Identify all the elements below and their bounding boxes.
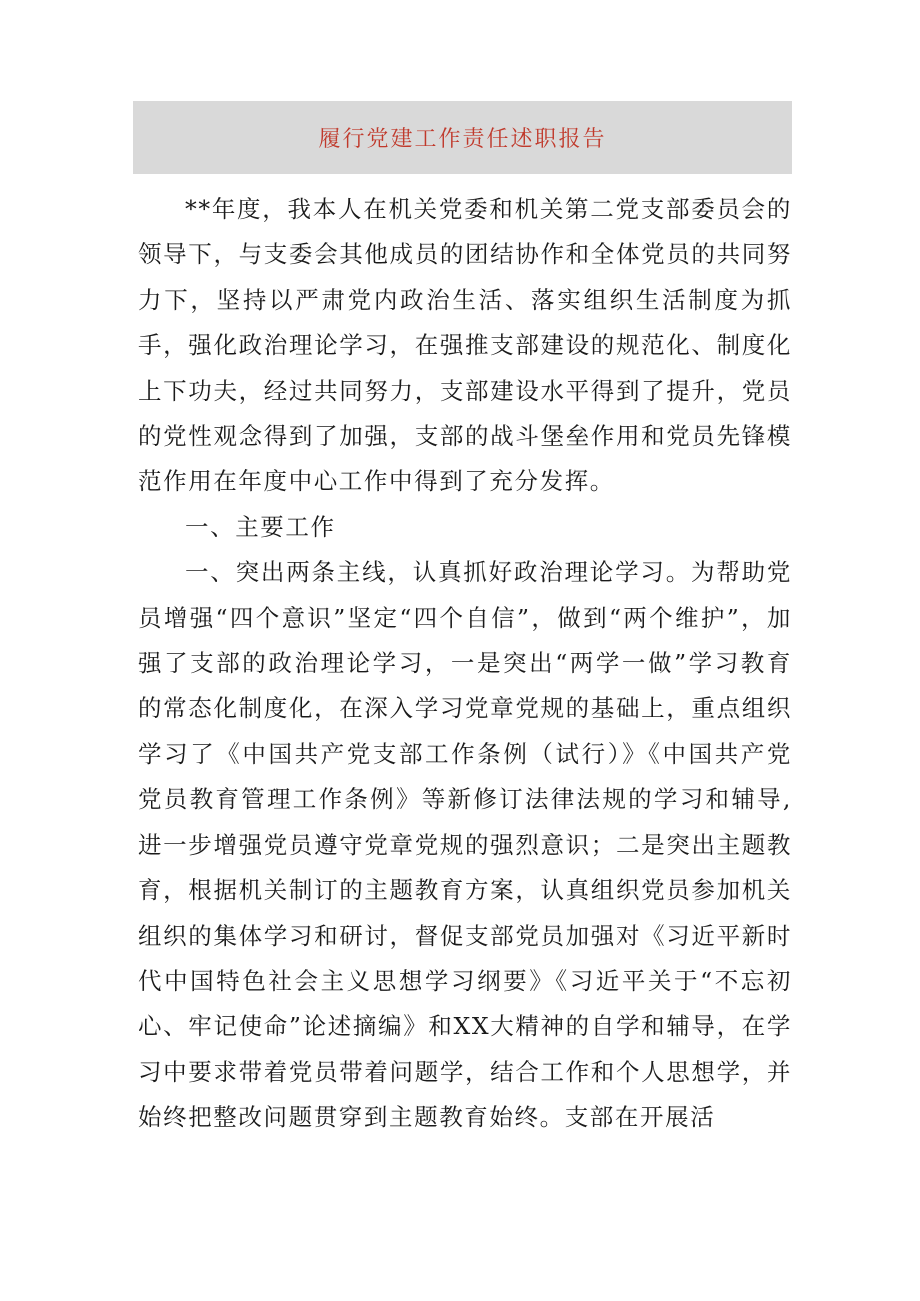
document-title: 履行党建工作责任述职报告 — [318, 127, 607, 152]
paragraph-intro: **年度，我本人在机关党委和机关第二党支部委员会的领导下，与支委会其他成员的团结协作和全体党员的共同努力下，坚持以严肃党内政治生活、落实组织生活制度为抓手，强化政治理论学习，在强推支部建设的规范化、制度化上下功夫，经过共同努力，支部建设水平得到了提升，党员的党性观念得到了加强，支部的战斗堡垒作用和党员先锋模范作用在年度中心工作中得到了充分发挥。 — [138, 195, 792, 496]
document-body — [138, 187, 792, 1141]
section-heading-main-work: 一、主要工作 — [185, 512, 336, 541]
paragraph-theory-study: 一、突出两条主线，认真抓好政治理论学习。为帮助党员增强“四个意识”坚定“四个自信”，做到“两个维护”，加强了支部的政治理论学习，一是突出“两学一做”学习教育的常态化制度化，在深入学习党章党规的基础上，重点组织学习了《中国共产党支部工作条例（试行）》《中国共产党党员教育管理工作条例》等新修订法律法规的学习和辅导,进一步增强党员遵守党章党规的强烈意识；二是突出主题教育，根据机关制订的主题教育方案，认真组织党员参加机关组织的集体学习和研讨，督促支部党员加强对《习近平新时代中国特色社会主义思想学习纲要》《习近平关于“不忘初心、牢记使命”论述摘编》和XX大精神的自学和辅导，在学习中要求带着党员带着问题学，结合工作和个人思想学，并始终把整改问题贯穿到主题教育始终。支部在开展活 — [138, 558, 792, 1132]
title-banner — [133, 101, 792, 174]
